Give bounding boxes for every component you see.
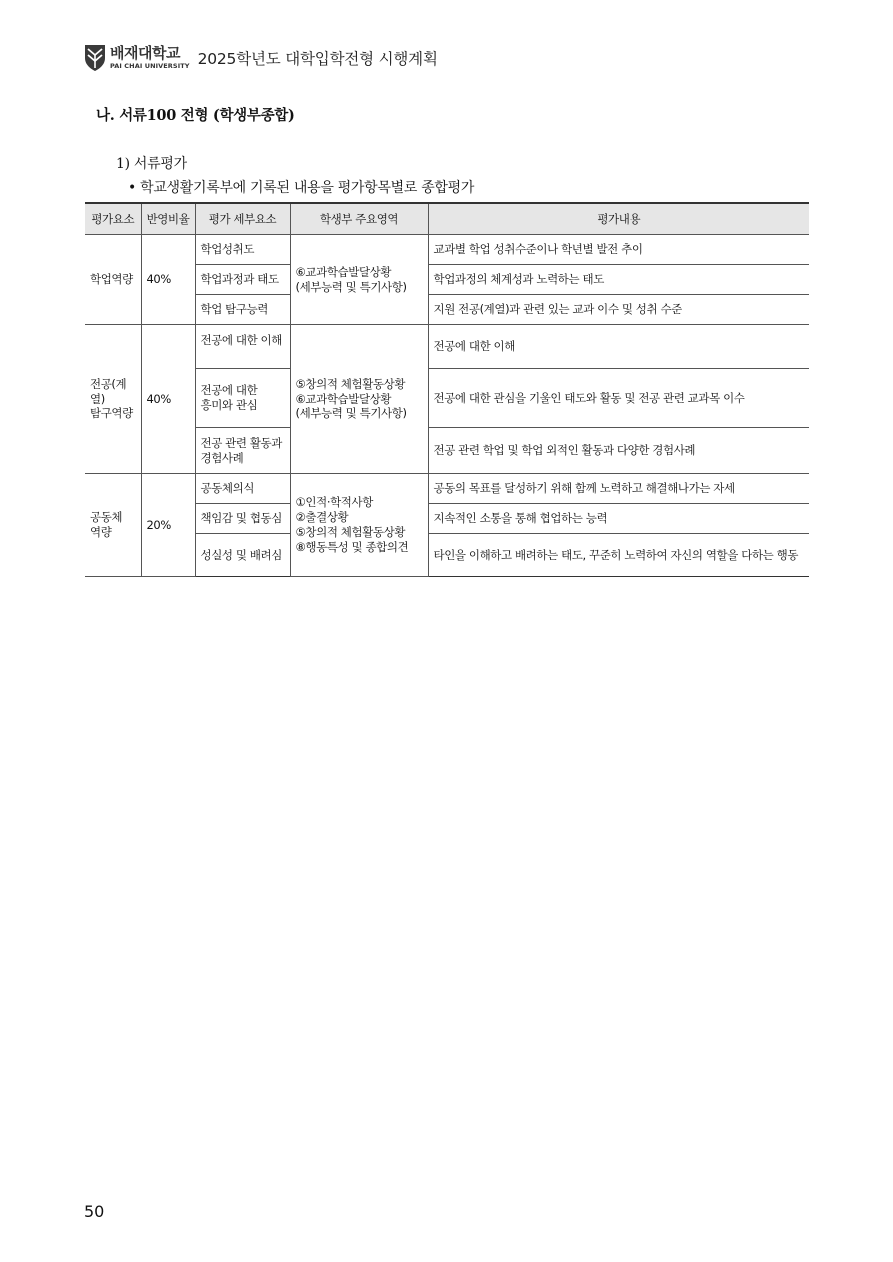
logo-korean-text: 배재대학교: [110, 44, 180, 63]
detail-cell: 전공에 대한 이해: [195, 325, 290, 369]
section-heading: 나. 서류100 전형 (학생부종합): [96, 107, 295, 124]
column-header: 학생부 주요영역: [290, 203, 428, 235]
content-cell: 전공 관련 학업 및 학업 외적인 활동과 다양한 경험사례: [428, 428, 809, 474]
page-header: [84, 42, 438, 74]
table-header-row: [85, 203, 809, 235]
ratio-cell: 40%: [141, 235, 195, 325]
table-row: [85, 474, 809, 504]
detail-cell: 학업과정과 태도: [195, 265, 290, 295]
evaluation-element: 공동체 역량: [85, 474, 141, 577]
evaluation-element: 전공(계열) 탐구역량: [85, 325, 141, 474]
detail-cell: 전공 관련 활동과 경험사례: [195, 428, 290, 474]
column-header: 평가내용: [428, 203, 809, 235]
content-cell: 지원 전공(계열)과 관련 있는 교과 이수 및 성취 수준: [428, 295, 809, 325]
record-area-cell: ⑤창의적 체험활동상황 ⑥교과학습발달상황 (세부능력 및 특기사항): [290, 325, 428, 474]
detail-cell: 학업성취도: [195, 235, 290, 265]
table-row: [85, 235, 809, 265]
record-area-cell: ①인적·학적사항 ②출결상황 ⑤창의적 체험활동상황 ⑧행동특성 및 종합의견: [290, 474, 428, 577]
detail-cell: 전공에 대한 흥미와 관심: [195, 369, 290, 428]
ratio-cell: 40%: [141, 325, 195, 474]
content-cell: 학업과정의 체계성과 노력하는 태도: [428, 265, 809, 295]
document-title: 2025학년도 대학입학전형 시행계획: [197, 50, 438, 68]
detail-cell: 공동체의식: [195, 474, 290, 504]
content-cell: 지속적인 소통을 통해 협업하는 능력: [428, 504, 809, 534]
shield-crest-icon: [84, 44, 106, 72]
column-header: 평가요소: [85, 203, 141, 235]
university-logo: [84, 44, 190, 72]
content-cell: 타인을 이해하고 배려하는 태도, 꾸준히 노력하여 자신의 역할을 다하는 행동: [428, 534, 809, 577]
table-row: [85, 325, 809, 369]
column-header: 반영비율: [141, 203, 195, 235]
bullet-text: • 학교생활기록부에 기록된 내용을 평가항목별로 종합평가: [128, 180, 475, 196]
content-cell: 교과별 학업 성취수준이나 학년별 발전 추이: [428, 235, 809, 265]
content-cell: 전공에 대한 관심을 기울인 태도와 활동 및 전공 관련 교과목 이수: [428, 369, 809, 428]
record-area-cell: ⑥교과학습발달상황 (세부능력 및 특기사항): [290, 235, 428, 325]
page-number: 50: [84, 1202, 105, 1221]
evaluation-table: [85, 202, 809, 577]
detail-cell: 성실성 및 배려심: [195, 534, 290, 577]
evaluation-element: 학업역량: [85, 235, 141, 325]
detail-cell: 학업 탐구능력: [195, 295, 290, 325]
content-cell: 공동의 목표를 달성하기 위해 함께 노력하고 해결해나가는 자세: [428, 474, 809, 504]
ratio-cell: 20%: [141, 474, 195, 577]
content-cell: 전공에 대한 이해: [428, 325, 809, 369]
sub-heading: 1) 서류평가: [116, 156, 187, 172]
logo-english-text: PAI CHAI UNIVERSITY: [110, 62, 190, 71]
detail-cell: 책임감 및 협동심: [195, 504, 290, 534]
column-header: 평가 세부요소: [195, 203, 290, 235]
